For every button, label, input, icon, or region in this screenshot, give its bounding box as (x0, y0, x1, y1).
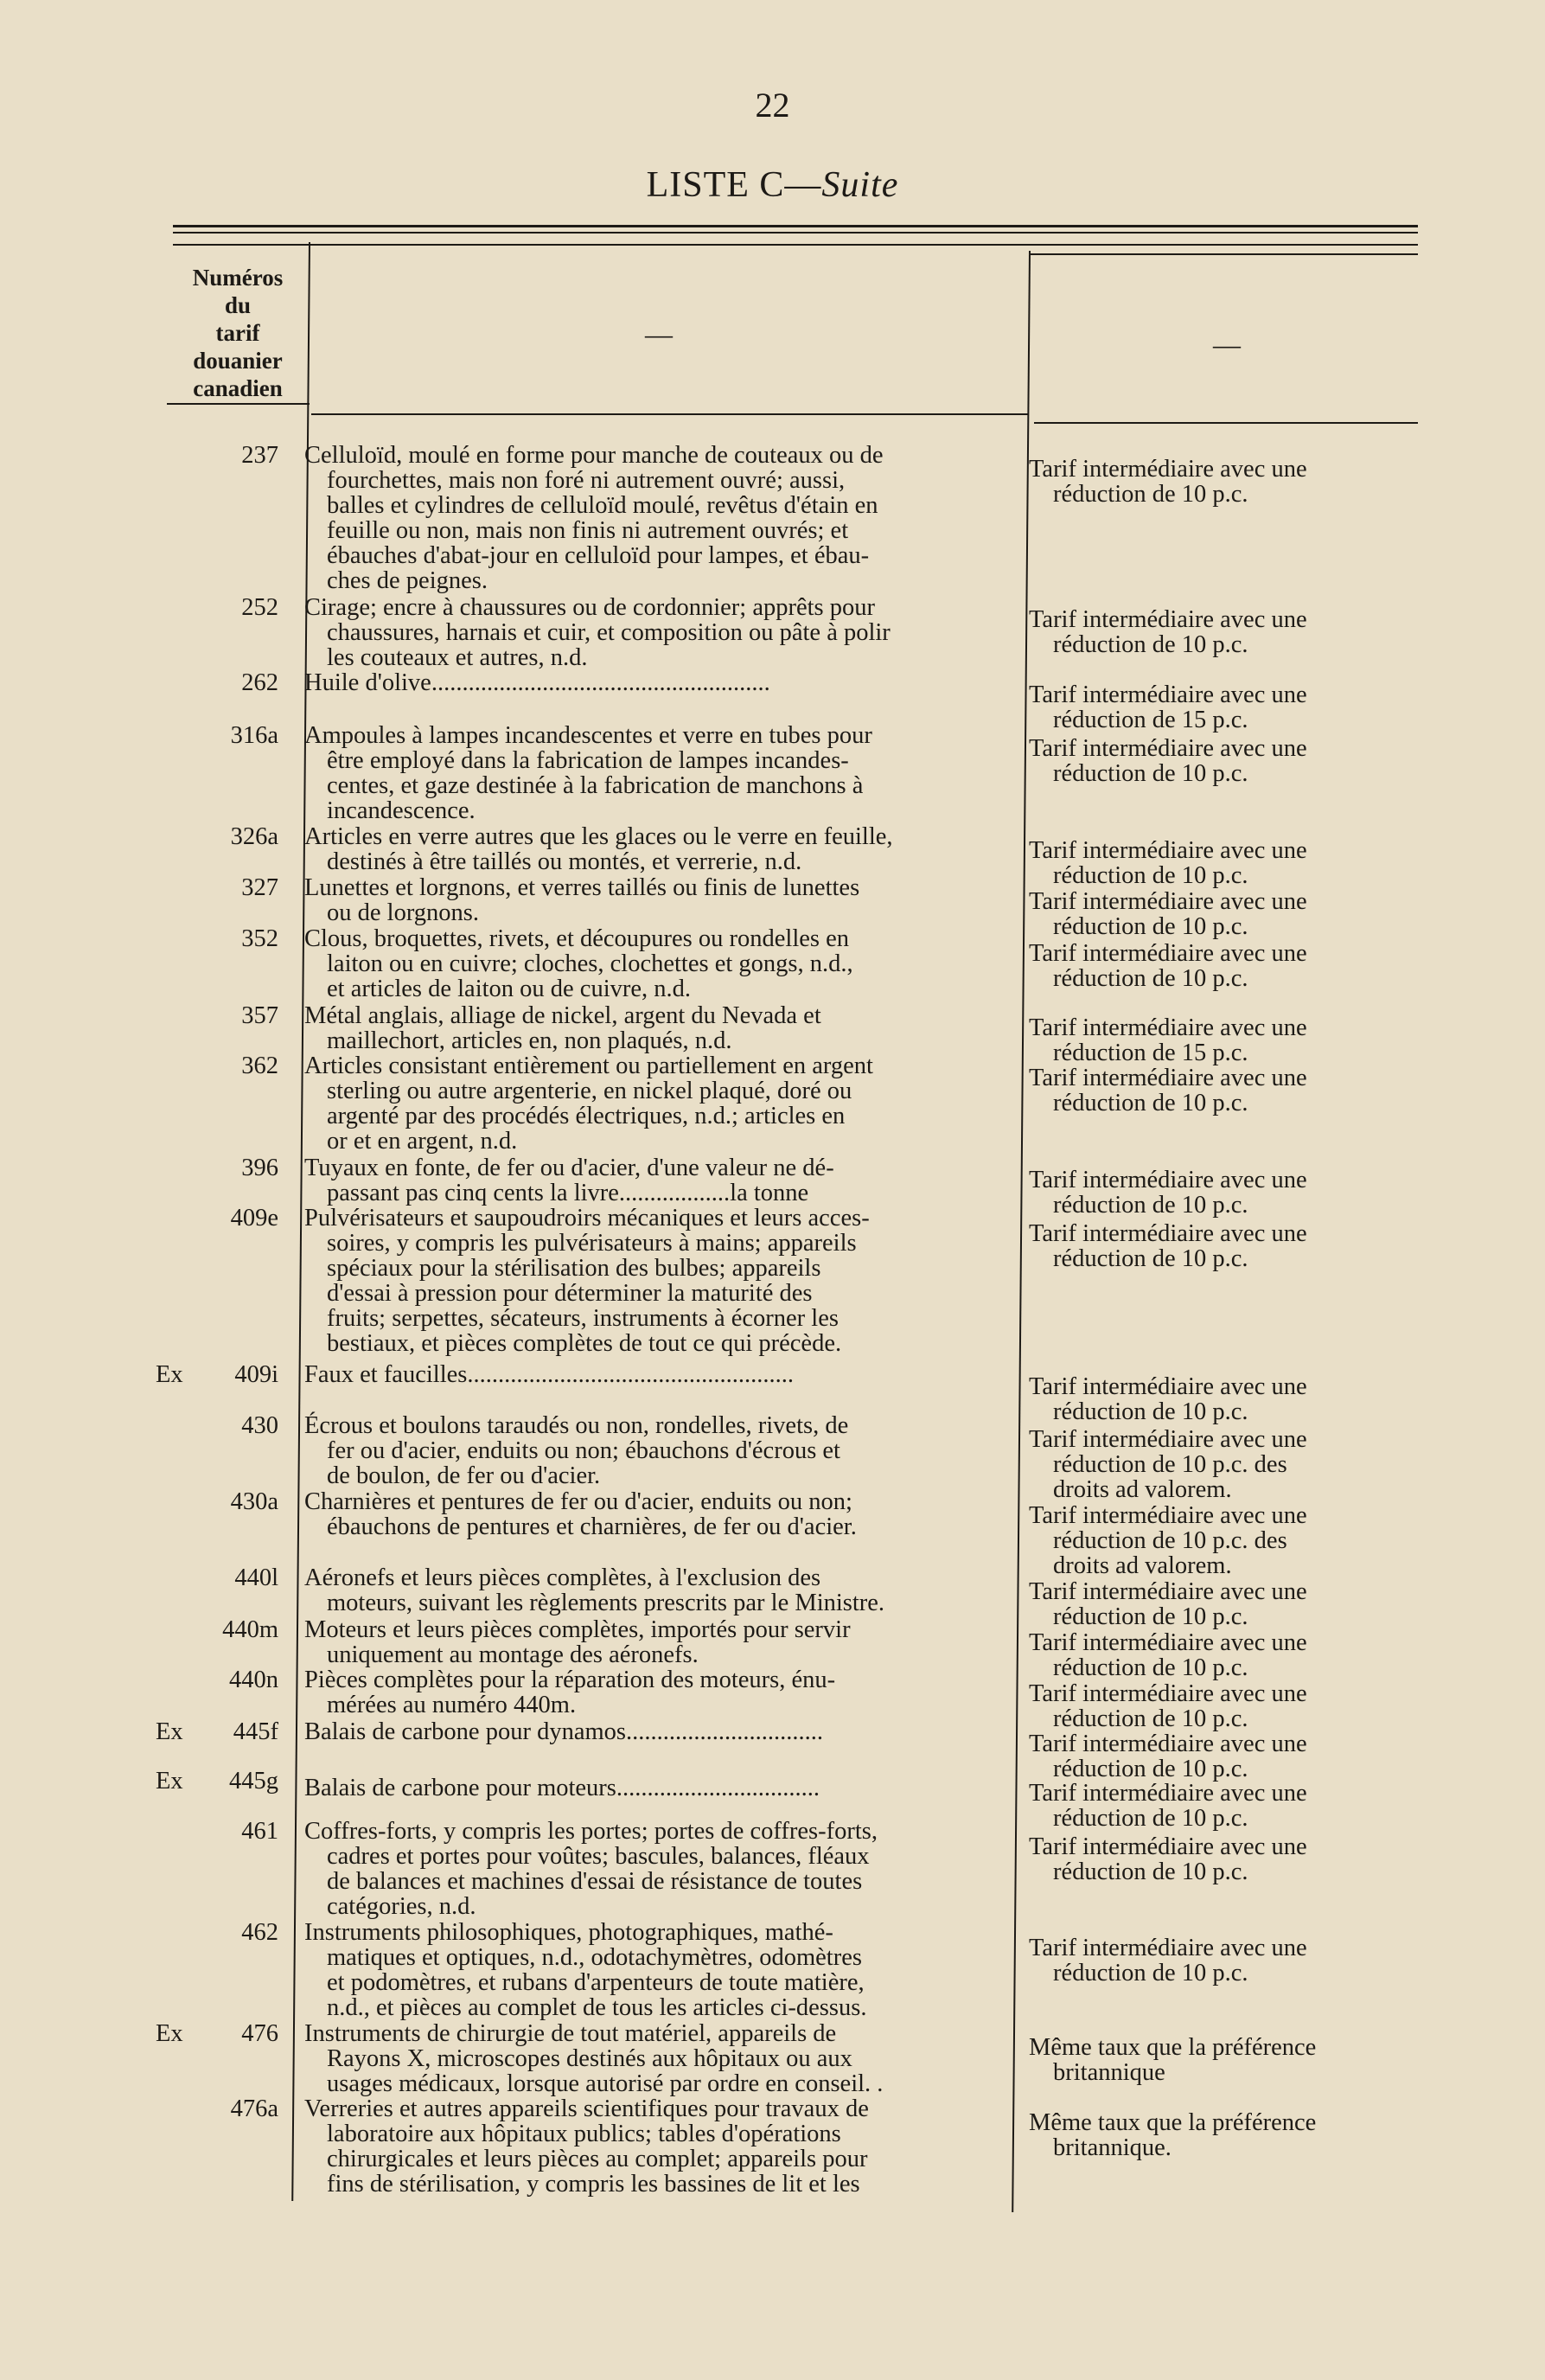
desc-line: moteurs, suivant les règlements prescrits par le Ministre. (327, 1590, 885, 1616)
desc-line: incandescence. (327, 797, 476, 824)
tariff-number: 445f (233, 1718, 278, 1745)
tariff-number: 352 (241, 925, 278, 952)
tariff-number: 462 (241, 1919, 278, 1946)
item-description (304, 1775, 1018, 1801)
desc-line: Écrous et boulons taraudés ou non, rondelles, rivets, de (304, 1412, 849, 1439)
desc-line: sterling ou autre argenterie, en nickel plaqué, doré ou (327, 1078, 852, 1104)
rate-line: réduction de 10 p.c. (1053, 862, 1248, 889)
desc-line: Pièces complètes pour la réparation des moteurs, énu- (304, 1667, 836, 1693)
tariff-number: 440l (234, 1564, 278, 1591)
item-description (304, 670, 1018, 695)
item-description (304, 1920, 1018, 2020)
header-col1-line: canadien (193, 375, 283, 401)
rate-line: droits ad valorem. (1053, 1552, 1232, 1579)
top-rule-fourth (1031, 253, 1418, 255)
tariff-number: 445g (229, 1768, 278, 1795)
tariff-number: 252 (241, 594, 278, 621)
desc-line: passant pas cinq cents la livre..................la tonne (327, 1180, 809, 1206)
desc-line: destinés à être taillés ou montés, et verrerie, n.d. (327, 848, 802, 875)
header-rule-col3 (1034, 422, 1418, 424)
desc-line: balles et cylindres de celluloïd moulé, revêtus d'étain en (327, 492, 878, 519)
rate-line: réduction de 10 p.c. (1053, 1705, 1248, 1732)
desc-line: n.d., et pièces au complet de tous les articles ci-dessus. (327, 1994, 867, 2021)
title-suite: Suite (821, 165, 899, 205)
desc-line: et articles de laiton ou de cuivre, n.d. (327, 976, 692, 1002)
rate-line: réduction de 10 p.c. (1053, 1756, 1248, 1782)
header-col2-dash: — (645, 318, 673, 349)
desc-line: Verreries et autres appareils scientifiques pour travaux de (304, 2095, 869, 2122)
rate-line: Tarif intermédiaire avec une (1029, 606, 1307, 633)
tariff-number: 362 (241, 1052, 278, 1079)
rate-line: Tarif intermédiaire avec une (1029, 888, 1307, 915)
rate-text (1029, 889, 1418, 939)
desc-line: Clous, broquettes, rivets, et découpures ou rondelles en (304, 925, 850, 952)
desc-line: Celluloïd, moulé en forme pour manche de couteaux ou de (304, 442, 884, 469)
item-description (304, 1617, 1018, 1667)
tariff-number: 430 (241, 1412, 278, 1439)
tariff-number: 262 (241, 669, 278, 696)
rate-text (1029, 1374, 1418, 1424)
rate-line: Tarif intermédiaire avec une (1029, 1220, 1307, 1247)
rate-line: réduction de 10 p.c. (1053, 1960, 1248, 1987)
desc-line: Aéronefs et leurs pièces complètes, à l'exclusion des (304, 1564, 821, 1591)
desc-line: Métal anglais, alliage de nickel, argent du Nevada et (304, 1002, 821, 1029)
item-description (304, 926, 1018, 1001)
rate-line: Tarif intermédiaire avec une (1029, 456, 1307, 483)
rate-line: réduction de 10 p.c. (1053, 1192, 1248, 1219)
desc-line: matiques et optiques, n.d., odotachymètres, odomètres (327, 1944, 862, 1971)
desc-line: Coffres-forts, y compris les portes; portes de coffres-forts, (304, 1818, 878, 1845)
rate-text (1029, 941, 1418, 991)
top-rule-thick (173, 225, 1418, 227)
rate-line: Tarif intermédiaire avec une (1029, 1935, 1307, 1961)
title-main: LISTE C (646, 165, 785, 205)
tariff-number: 326a (230, 823, 278, 850)
rate-line: Même taux que la préférence (1029, 2034, 1317, 2061)
rate-text (1029, 1221, 1418, 1271)
tariff-number: 430a (230, 1488, 278, 1515)
rate-line: Tarif intermédiaire avec une (1029, 1014, 1307, 1041)
desc-line: argenté par des procédés électriques, n.d.; articles en (327, 1103, 846, 1129)
desc-line: et podomètres, et rubans d'arpenteurs de toute matière, (327, 1969, 865, 1996)
top-rule-thin (173, 232, 1418, 234)
tariff-number: 316a (230, 722, 278, 749)
desc-line: ou de lorgnons. (327, 899, 480, 926)
item-description (304, 875, 1018, 925)
rate-line: réduction de 10 p.c. (1053, 631, 1248, 658)
desc-line: de balances et machines d'essai de résistance de toutes (327, 1868, 863, 1895)
rate-line: réduction de 10 p.c. des (1053, 1451, 1287, 1478)
rate-line: Tarif intermédiaire avec une (1029, 1167, 1307, 1193)
desc-line: laboratoire aux hôpitaux publics; tables d'opérations (327, 2121, 841, 2147)
item-description (304, 1819, 1018, 1919)
tariff-number: 409e (230, 1205, 278, 1232)
desc-line: Balais de carbone pour dynamos................................ (304, 1719, 823, 1744)
rate-line: Tarif intermédiaire avec une (1029, 1680, 1307, 1707)
desc-line: soires, y compris les pulvérisateurs à mains; appareils (327, 1230, 857, 1257)
desc-line: Huile d'olive....................................................... (304, 670, 770, 695)
rate-line: Tarif intermédiaire avec une (1029, 681, 1307, 708)
rate-text (1029, 1781, 1418, 1831)
rate-line: réduction de 15 p.c. (1053, 1040, 1248, 1066)
rate-line: réduction de 10 p.c. (1053, 1603, 1248, 1630)
ex-marker: Ex (156, 1718, 183, 1745)
desc-line: laiton ou en cuivre; cloches, clochettes et gongs, n.d., (327, 950, 853, 977)
rate-line: réduction de 15 p.c. (1053, 707, 1248, 733)
desc-line: Balais de carbone pour moteurs................................. (304, 1775, 820, 1801)
header-col1-line: du (224, 292, 252, 318)
tariff-number: 357 (241, 1002, 278, 1029)
rate-line: Tarif intermédiaire avec une (1029, 940, 1307, 967)
ex-marker: Ex (156, 2020, 183, 2047)
rate-line: Tarif intermédiaire avec une (1029, 1578, 1307, 1605)
desc-line: Faux et faucilles..................................................... (304, 1362, 794, 1387)
rate-line: Tarif intermédiaire avec une (1029, 1629, 1307, 1656)
rate-line: Tarif intermédiaire avec une (1029, 1731, 1307, 1757)
rate-line: Tarif intermédiaire avec une (1029, 1502, 1307, 1529)
rate-line: réduction de 10 p.c. des (1053, 1527, 1287, 1554)
rate-line: réduction de 10 p.c. (1053, 965, 1248, 992)
rate-text (1029, 1630, 1418, 1680)
desc-line: fourchettes, mais non foré ni autrement ouvré; aussi, (327, 467, 846, 494)
desc-line: feuille ou non, mais non finis ni autrement ouvrés; et (327, 517, 849, 544)
desc-line: être employé dans la fabrication de lampes incandes- (327, 747, 849, 774)
desc-line: Instruments philosophiques, photographiques, mathé- (304, 1919, 833, 1946)
rate-line: réduction de 10 p.c. (1053, 1805, 1248, 1832)
item-description (304, 595, 1018, 670)
tariff-number: 409i (234, 1361, 278, 1388)
desc-line: mérées au numéro 440m. (327, 1692, 577, 1718)
desc-line: Cirage; encre à chaussures ou de cordonnier; apprêts pour (304, 594, 875, 621)
desc-line: or et en argent, n.d. (327, 1128, 518, 1155)
rate-text (1029, 1065, 1418, 1116)
rate-text (1029, 2035, 1418, 2085)
rate-text (1029, 1503, 1418, 1578)
tariff-number: 440m (222, 1616, 278, 1643)
rate-line: Tarif intermédiaire avec une (1029, 1833, 1307, 1860)
header-col1-line: Numéros (192, 265, 284, 291)
header-rule-col1 (167, 403, 310, 405)
desc-line: bestiaux, et pièces complètes de tout ce qui précède. (327, 1330, 842, 1357)
desc-line: Tuyaux en fonte, de fer ou d'acier, d'une valeur ne dé- (304, 1155, 834, 1181)
desc-line: les couteaux et autres, n.d. (327, 644, 588, 671)
desc-line: Moteurs et leurs pièces complètes, importés pour servir (304, 1616, 851, 1643)
ex-marker: Ex (156, 1361, 183, 1388)
desc-line: Charnières et pentures de fer ou d'acier, enduits ou non; (304, 1488, 852, 1515)
ex-marker: Ex (156, 1768, 183, 1795)
desc-line: d'essai à pression pour déterminer la maturité des (327, 1280, 813, 1307)
rate-line: réduction de 10 p.c. (1053, 913, 1248, 940)
item-description (304, 1565, 1018, 1615)
rate-line: britannique (1053, 2059, 1165, 2086)
rate-text (1029, 1579, 1418, 1629)
rate-line: Tarif intermédiaire avec une (1029, 1426, 1307, 1453)
rate-line: réduction de 10 p.c. (1053, 1654, 1248, 1681)
desc-line: uniquement au montage des aéronefs. (327, 1641, 699, 1668)
rate-line: Tarif intermédiaire avec une (1029, 837, 1307, 864)
rate-text (1029, 1935, 1418, 1986)
rate-line: réduction de 10 p.c. (1053, 1245, 1248, 1272)
desc-line: chirurgicales et leurs pièces au complet; appareils pour (327, 2146, 868, 2172)
rate-text (1029, 736, 1418, 786)
rate-line: réduction de 10 p.c. (1053, 481, 1248, 508)
rate-line: britannique. (1053, 2134, 1172, 2161)
desc-line: centes, et gaze destinée à la fabrication de manchons à (327, 772, 864, 799)
rate-line: Tarif intermédiaire avec une (1029, 1373, 1307, 1400)
rate-text (1029, 682, 1418, 733)
rate-line: Tarif intermédiaire avec une (1029, 1065, 1307, 1091)
tariff-number: 237 (241, 442, 278, 469)
rate-text (1029, 1681, 1418, 1731)
rate-text (1029, 1834, 1418, 1884)
item-description (304, 1667, 1018, 1718)
item-description (304, 1206, 1018, 1356)
desc-line: chaussures, harnais et cuir, et composition ou pâte à polir (327, 619, 891, 646)
desc-line: Ampoules à lampes incandescentes et verre en tubes pour (304, 722, 872, 749)
item-description (304, 1719, 1018, 1744)
item-description (304, 1053, 1018, 1154)
header-rule-col2 (311, 413, 1029, 415)
rate-text (1029, 457, 1418, 507)
desc-line: Lunettes et lorgnons, et verres taillés ou finis de lunettes (304, 874, 860, 901)
rate-text (1029, 1427, 1418, 1502)
item-description (304, 1489, 1018, 1539)
tariff-number: 476 (241, 2020, 278, 2047)
header-col1-line: tarif (215, 320, 260, 346)
desc-line: de boulon, de fer ou d'acier. (327, 1462, 601, 1489)
item-description (304, 824, 1018, 874)
item-description (304, 2021, 1018, 2096)
rate-text (1029, 1168, 1418, 1218)
desc-line: Articles en verre autres que les glaces ou le verre en feuille, (304, 823, 893, 850)
tariff-number: 476a (230, 2095, 278, 2122)
desc-line: Rayons X, microscopes destinés aux hôpitaux ou aux (327, 2045, 852, 2072)
rate-text (1029, 1731, 1418, 1782)
header-col1-line: douanier (193, 348, 283, 374)
rate-line: réduction de 10 p.c. (1053, 1398, 1248, 1425)
tariff-number: 396 (241, 1155, 278, 1181)
tariff-number: 461 (241, 1818, 278, 1845)
desc-line: maillechort, articles en, non plaqués, n.d. (327, 1027, 732, 1054)
header-col3-dash: — (1213, 329, 1241, 360)
desc-line: fruits; serpettes, sécateurs, instruments à écorner les (327, 1305, 839, 1332)
rate-line: Tarif intermédiaire avec une (1029, 735, 1307, 762)
item-description (304, 1413, 1018, 1488)
header-col1 (169, 264, 307, 402)
rate-text (1029, 1015, 1418, 1065)
page-number: 22 (755, 86, 790, 125)
item-description (304, 1003, 1018, 1053)
desc-line: Instruments de chirurgie de tout matériel, appareils de (304, 2020, 837, 2047)
rate-line: droits ad valorem. (1053, 1476, 1232, 1503)
desc-line: catégories, n.d. (327, 1893, 476, 1920)
desc-line: Pulvérisateurs et saupoudroirs mécaniques et leurs acces- (304, 1205, 870, 1232)
desc-line: ébauches d'abat-jour en celluloïd pour lampes, et ébau- (327, 542, 870, 569)
item-description (304, 2096, 1018, 2197)
item-description (304, 443, 1018, 593)
rate-line: réduction de 10 p.c. (1053, 1859, 1248, 1885)
rate-text (1029, 2110, 1418, 2160)
desc-line: spéciaux pour la stérilisation des bulbes; appareils (327, 1255, 821, 1282)
top-rule-third (173, 244, 1418, 246)
desc-line: usages médicaux, lorsque autorisé par ordre en conseil. . (327, 2070, 884, 2097)
tariff-number: 327 (241, 874, 278, 901)
page-title (0, 164, 1545, 206)
title-separator: — (784, 165, 822, 205)
item-description (304, 723, 1018, 823)
rate-line: réduction de 10 p.c. (1053, 760, 1248, 787)
item-description (304, 1362, 1018, 1387)
rate-line: Tarif intermédiaire avec une (1029, 1780, 1307, 1807)
desc-line: fins de stérilisation, y compris les bassines de lit et les (327, 2171, 860, 2198)
item-description (304, 1155, 1018, 1206)
desc-line: ches de peignes. (327, 567, 488, 594)
rate-line: réduction de 10 p.c. (1053, 1090, 1248, 1116)
desc-line: ébauchons de pentures et charnières, de fer ou d'acier. (327, 1513, 857, 1540)
tariff-number: 440n (229, 1667, 278, 1693)
desc-line: Articles consistant entièrement ou partiellement en argent (304, 1052, 873, 1079)
desc-line: cadres et portes pour voûtes; bascules, balances, fléaux (327, 1843, 870, 1870)
desc-line: fer ou d'acier, enduits ou non; ébauchons d'écrous et (327, 1437, 840, 1464)
rate-text (1029, 607, 1418, 657)
rate-line: Même taux que la préférence (1029, 2109, 1317, 2136)
rate-text (1029, 838, 1418, 888)
